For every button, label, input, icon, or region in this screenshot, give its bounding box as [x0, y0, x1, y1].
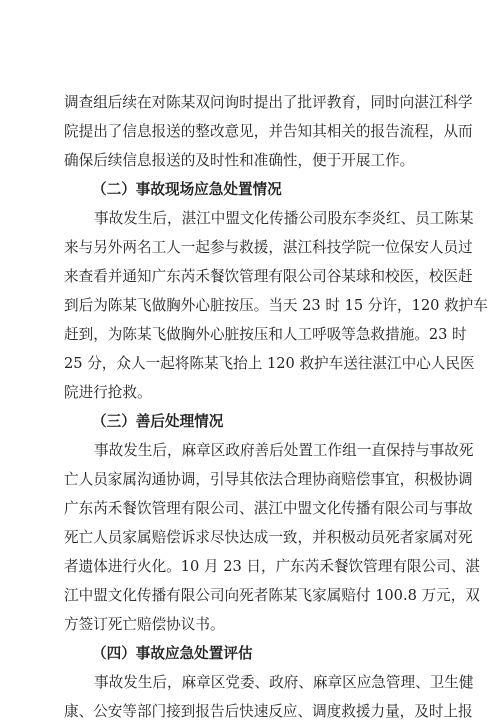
body-text-line: 院进行抢救。 — [64, 384, 152, 401]
body-text-line: 亡人员家属沟通协调，引导其依法合理协商赔偿事宜，积极协调 — [64, 471, 473, 488]
body-text-line: 方签订死亡赔偿协议书。 — [64, 616, 225, 633]
body-text-line: 者遗体进行火化。10 月 23 日，广东芮禾餐饮管理有限公司、湛 — [64, 558, 480, 575]
body-text-line: 来查看并通知广东芮禾餐饮管理有限公司谷某球和校医，校医赶 — [64, 268, 473, 285]
body-text-line: 25 分，众人一起将陈某飞抬上 120 救护车送往湛江中心人民医 — [64, 355, 475, 372]
body-text-line: 死亡人员家属赔偿诉求尽快达成一致，并积极动员死者家属对死 — [64, 529, 473, 546]
section-heading: （四）事故应急处置评估 — [92, 645, 253, 662]
body-text-line: 赶到，为陈某飞做胸外心脏按压和人工呼吸等急救措施。23 时 — [64, 326, 467, 343]
body-text-line: 江中盟文化传播有限公司向死者陈某飞家属赔付 100.8 万元，双 — [64, 587, 480, 604]
body-text-line: 广东芮禾餐饮管理有限公司、湛江中盟文化传播有限公司与事故 — [64, 500, 473, 517]
section-heading: （二）事故现场应急处置情况 — [92, 181, 282, 198]
body-text-line: 事故发生后，湛江中盟文化传播公司股东李炎红、员工陈某 — [94, 210, 474, 227]
body-text-line: 院提出了信息报送的整改意见，并告知其相关的报告流程，从而 — [64, 123, 473, 140]
body-text-line: 事故发生后，麻章区政府善后处置工作组一直保持与事故死 — [94, 442, 474, 459]
section-heading: （三）善后处理情况 — [92, 413, 224, 430]
body-text-line: 来与另外两名工人一起参与救援，湛江科技学院一位保安人员过 — [64, 239, 473, 256]
body-text-line: 事故发生后，麻章区党委、政府、麻章区应急管理、卫生健 — [94, 674, 474, 691]
body-text-line: 到后为陈某飞做胸外心脏按压。当天 23 时 15 分许，120 救护车 — [64, 297, 488, 314]
body-text-line: 康、公安等部门接到报告后快速反应、调度救援力量，及时上报 — [64, 703, 473, 720]
body-text-line: 确保后续信息报送的及时性和准确性，便于开展工作。 — [64, 152, 415, 169]
body-text-line: 调查组后续在对陈某双问询时提出了批评教育，同时向湛江科学 — [64, 94, 473, 111]
